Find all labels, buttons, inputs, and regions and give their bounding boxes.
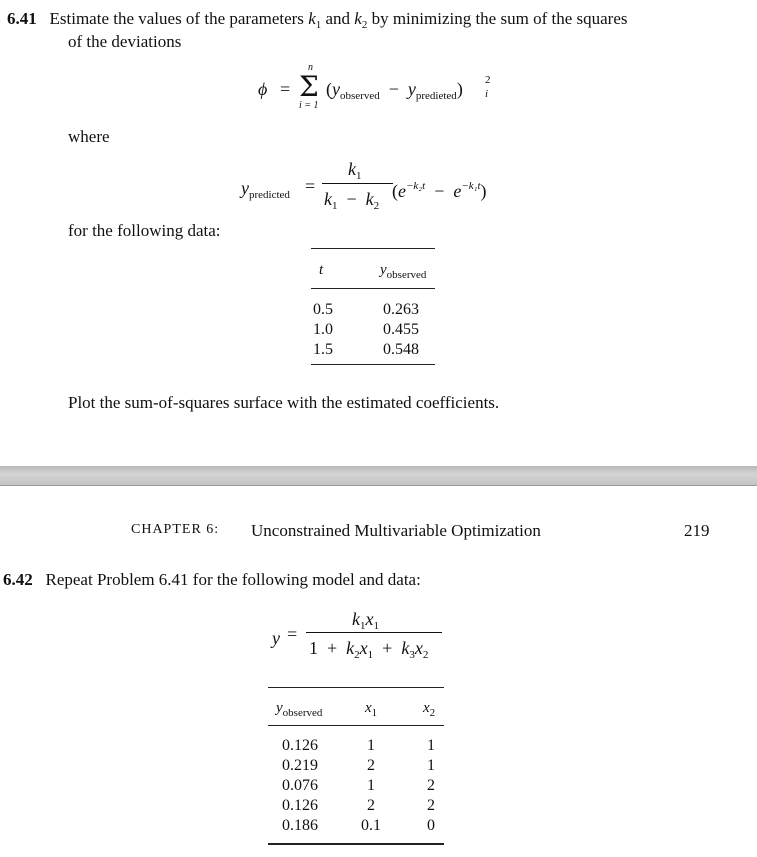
table-cell: 1.0	[313, 321, 333, 338]
column-y-observed	[383, 300, 419, 360]
chapter-title: Unconstrained Multivariable Optimization	[251, 521, 541, 540]
table-cell: 1	[427, 737, 435, 754]
table-cell: 0	[427, 817, 435, 834]
table-cell: 0.5	[313, 301, 333, 318]
column-x1	[356, 736, 386, 836]
column-y-observed	[282, 736, 318, 836]
table-cell: 0.076	[282, 777, 318, 794]
table-cell: 2	[367, 757, 375, 774]
table-header-rule	[268, 725, 444, 726]
header-x1: $x_1$	[365, 700, 378, 719]
table-header-rule	[311, 288, 435, 289]
table-cell: 0.126	[282, 737, 318, 754]
header-y-observed: $y_{observed}$	[276, 700, 323, 719]
table-bottom-rule	[268, 843, 444, 845]
table-cell: 1	[367, 777, 375, 794]
table-cell: 1	[367, 737, 375, 754]
table-cell: 0.455	[383, 321, 419, 338]
table-cell: 2	[367, 797, 375, 814]
table-cell: 0.186	[282, 817, 318, 834]
fraction-bar	[306, 632, 442, 633]
problem-number: 6.42	[3, 570, 33, 589]
column-t	[313, 300, 333, 360]
header-t: t	[319, 262, 324, 278]
fraction-bar	[322, 183, 393, 184]
problem-6-41-statement: 6.41 Estimate the values of the parameters $k_1$ and $k_2$ by minimizing the sum of the squares	[7, 9, 628, 31]
problem-6-42-statement: 6.42 Repeat Problem 6.41 for the following model and data:	[3, 570, 421, 589]
header-y-observed: $y_{observed}$	[380, 262, 427, 281]
table-cell: 0.219	[282, 757, 318, 774]
table-top-rule	[311, 248, 435, 249]
statement-line-2: of the deviations	[68, 32, 182, 51]
problem-number: 6.41	[7, 9, 37, 28]
column-x2	[421, 736, 441, 836]
where-label: where	[68, 127, 110, 146]
table-cell: 0.126	[282, 797, 318, 814]
table-cell: 0.1	[361, 817, 381, 834]
table-cell: 2	[427, 777, 435, 794]
table-cell: 2	[427, 797, 435, 814]
table-cell: 0.263	[383, 301, 419, 318]
table-cell: 0.548	[383, 341, 419, 358]
header-x2: $x_2$	[423, 700, 436, 719]
table-cell: 1	[427, 757, 435, 774]
chapter-label: CHAPTER 6:	[131, 522, 220, 537]
page-separator	[0, 466, 757, 486]
table-top-rule	[268, 687, 444, 688]
following-data-label: for the following data:	[68, 221, 221, 240]
page-number: 219	[684, 521, 710, 540]
table-bottom-rule	[311, 364, 435, 365]
plot-instruction: Plot the sum-of-squares surface with the estimated coefficients.	[68, 393, 500, 412]
table-cell: 1.5	[313, 341, 333, 358]
